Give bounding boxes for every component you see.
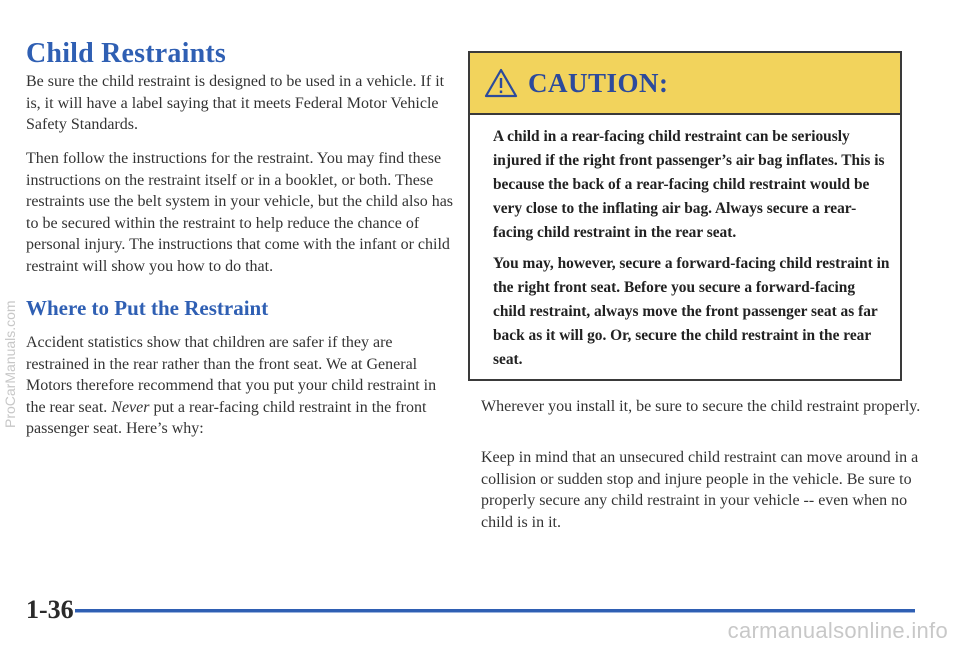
caution-body	[470, 115, 900, 372]
where-text-before: Accident statistics show that children are safer if they are restrained in the rear rather than the front seat. We at General Motors therefore recommend that you put your child restraint in the rear seat.	[26, 334, 437, 416]
footer-rule	[75, 609, 915, 613]
where-text-emphasis: Never	[111, 398, 150, 416]
warning-triangle-icon	[484, 68, 518, 98]
intro-paragraph: Be sure the child restraint is designed to be used in a vehicle. If it is, it will have a label saying that it meets Federal Motor Vehicle Safety Standards.	[26, 73, 445, 133]
caution-paragraph: A child in a rear-facing child restraint can be seriously injured if the right front passenger’s air bag inflates. This is because the back of a rear-facing child restraint would be very close to the inflating air bag. Always secure a rear-facing child restraint in the rear seat.	[493, 128, 885, 241]
bottom-watermark: carmanualsonline.info	[727, 618, 948, 643]
secure-paragraph: Wherever you install it, be sure to secure the child restraint properly.	[481, 398, 921, 415]
page-title: Child Restraints	[26, 38, 226, 69]
instructions-paragraph: Then follow the instructions for the restraint. You may find these instructions on the restraint itself or in a booklet, or both. These restraints use the belt system in your vehicle, but the child also has to be secured within the restraint to help reduce the chance of personal injury. The instructions that come with the infant or child restraint will show you how to do that.	[26, 150, 454, 275]
side-watermark: ProCarManuals.com	[2, 300, 18, 428]
caution-paragraph: You may, however, secure a forward-facing child restraint in the right front seat. Before you secure a forward-facing child restraint, always move the front passenger seat as far back as it will go. Or, secure the child restraint in the rear seat.	[493, 255, 890, 368]
section-heading: Where to Put the Restraint	[26, 296, 269, 320]
caution-title: CAUTION:	[528, 67, 669, 98]
where-paragraph	[26, 332, 458, 440]
where-text-after: put a rear-facing child restraint in the front passenger seat. Here’s why:	[26, 398, 427, 437]
caution-header	[470, 53, 900, 115]
caution-box	[468, 51, 902, 381]
page-number: 1-36	[26, 595, 74, 624]
unsecured-paragraph: Keep in mind that an unsecured child restraint can move around in a collision or sudden stop and injure people in the vehicle. Be sure to properly secure any child restraint in your vehicle -- even when no child is in it.	[481, 449, 919, 531]
